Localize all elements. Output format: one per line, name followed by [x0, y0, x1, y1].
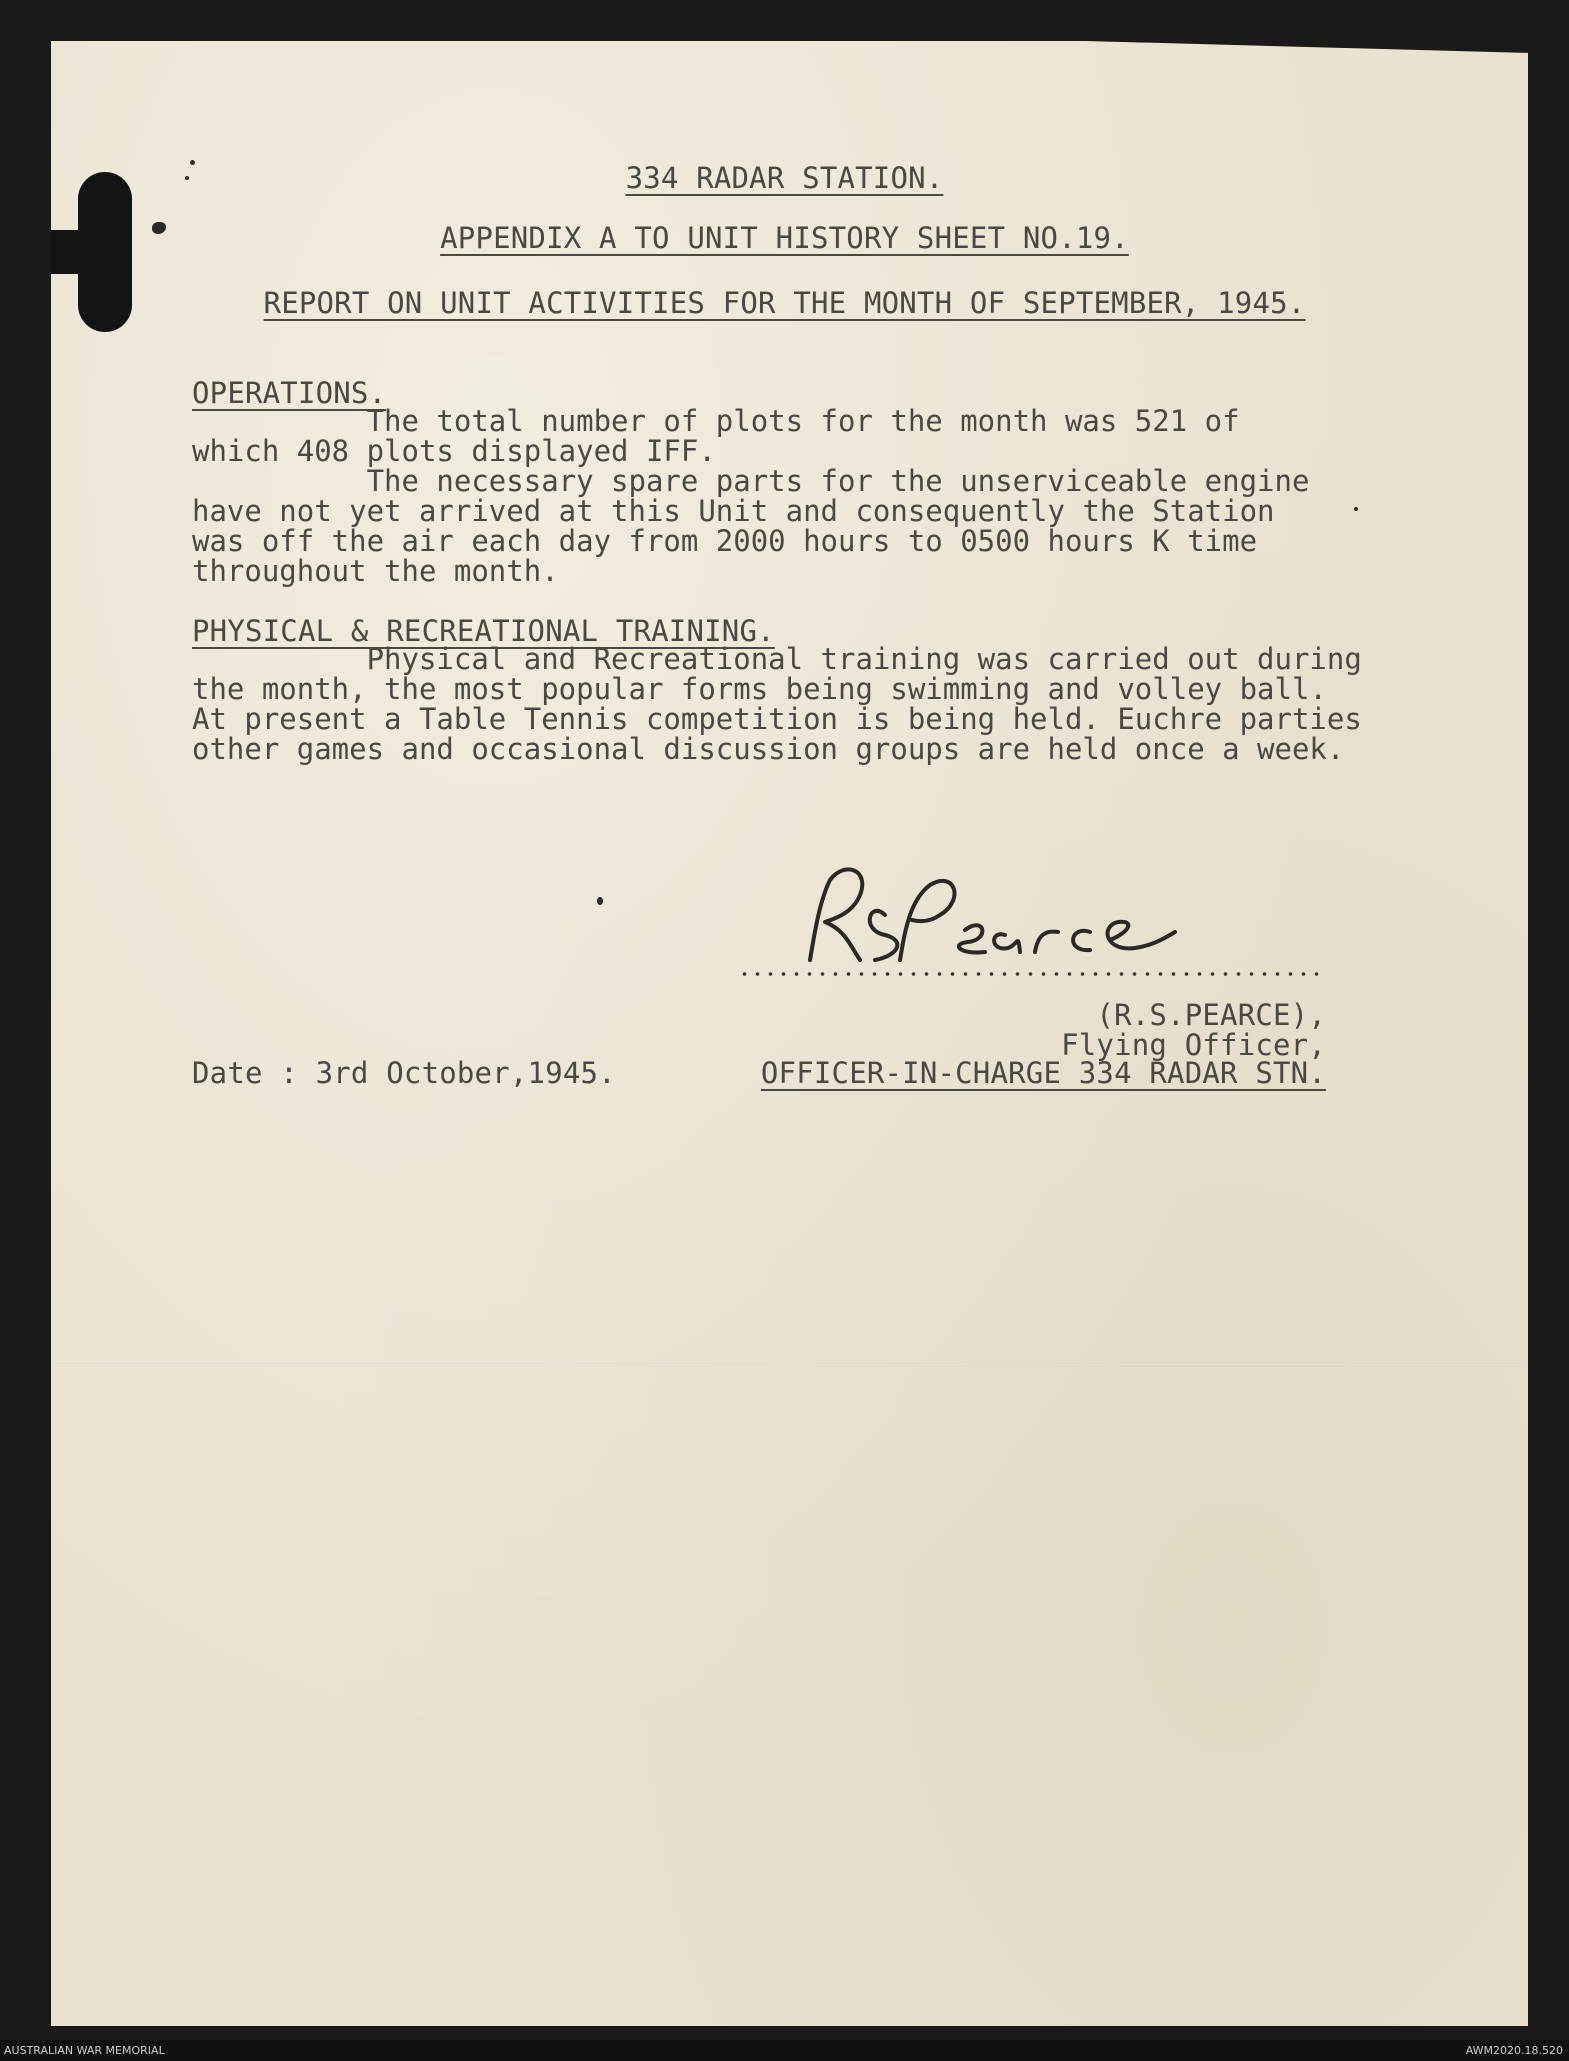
signatory-rank: Flying Officer,	[1061, 1028, 1326, 1062]
signature-text: RSPearce	[790, 860, 794, 861]
section-body-training: Physical and Recreational training was carried out during the month, the most popular forms being swimming and volley ball. At present a Table Tennis competition is being held. Euchre parties other games and occasional discussion groups are held once a week.	[192, 642, 1362, 766]
heading-station: 334 RADAR STATION.	[625, 161, 944, 195]
date-line: Date : 3rd October,1945.	[192, 1056, 616, 1090]
signatory-name: (R.S.PEARCE),	[1096, 998, 1326, 1032]
footer-credit: AUSTRALIAN WAR MEMORIAL	[4, 2044, 165, 2057]
ink-speck	[1354, 507, 1358, 511]
heading-appendix: APPENDIX A TO UNIT HISTORY SHEET NO.19.	[440, 221, 1129, 255]
signature	[790, 860, 1180, 970]
section-title-operations: OPERATIONS.	[192, 376, 387, 410]
signatory-role: OFFICER-IN-CHARGE 334 RADAR STN.	[760, 1056, 1326, 1090]
heading-report: REPORT ON UNIT ACTIVITIES FOR THE MONTH OF SEPTEMBER, 1945.	[263, 286, 1306, 320]
signature-dotted-line	[738, 972, 1323, 976]
fold-line	[51, 1363, 1528, 1366]
footer-accession-number: AWM2020.18.520	[1465, 2044, 1563, 2057]
footer-strip	[0, 2040, 1569, 2061]
ink-speck	[597, 897, 603, 905]
section-title-training: PHYSICAL & RECREATIONAL TRAINING.	[192, 614, 775, 648]
section-body-operations: The total number of plots for the month was 521 of which 408 plots displayed IFF. The necessary spare parts for the unserviceable engine have not yet arrived at this Unit and consequently the Station was off the air each day from 2000 hours to 0500 hours K time throughout the month.	[192, 404, 1310, 588]
